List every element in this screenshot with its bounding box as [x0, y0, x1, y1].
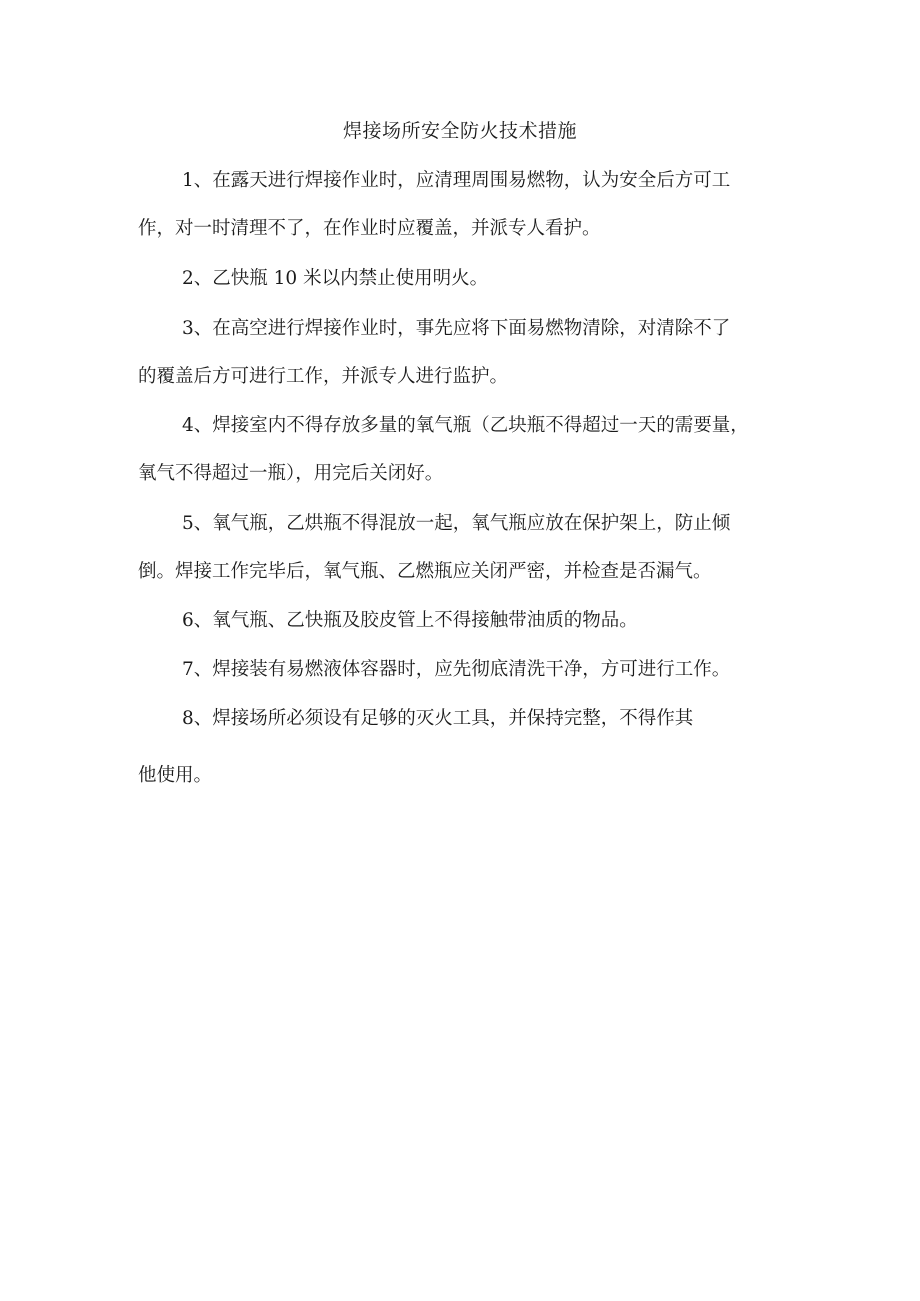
item-3-line-2: 的覆盖后方可进行工作，并派专人进行监护。 — [138, 366, 509, 387]
item-8-line-2: 他使用。 — [138, 765, 213, 786]
item-6-line-1: 6、氧气瓶、乙快瓶及胶皮管上不得接触带油质的物品。 — [182, 610, 638, 631]
document-title: 焊接场所安全防火技术措施 — [342, 120, 577, 142]
item-2-line-1: 2、乙快瓶 10 米以内禁止使用明火。 — [182, 268, 489, 289]
item-5-line-1: 5、氧气瓶，乙烘瓶不得混放一起，氧气瓶应放在保护架上，防止倾 — [182, 513, 731, 534]
item-8-line-1: 8、焊接场所必须设有足够的灭火工具，并保持完整，不得作其 — [182, 708, 694, 729]
item-5-line-2: 倒。焊接工作完毕后，氧气瓶、乙燃瓶应关闭严密，并检查是否漏气。 — [138, 561, 712, 582]
item-7-line-1: 7、焊接装有易燃液体容器时，应先彻底清洗干净，方可进行工作。 — [182, 659, 731, 680]
item-3-line-1: 3、在高空进行焊接作业时，事先应将下面易燃物清除，对清除不了 — [182, 318, 731, 339]
item-4-line-1: 4、焊接室内不得存放多量的氧气瓶（乙块瓶不得超过一天的需要量， — [182, 415, 749, 436]
item-1-line-2: 作，对一时清理不了，在作业时应覆盖，并派专人看护。 — [138, 218, 601, 239]
item-1-line-1: 1、在露天进行焊接作业时，应清理周围易燃物，认为安全后方可工 — [182, 170, 731, 191]
item-4-line-2: 氧气不得超过一瓶），用完后关闭好。 — [138, 463, 444, 484]
